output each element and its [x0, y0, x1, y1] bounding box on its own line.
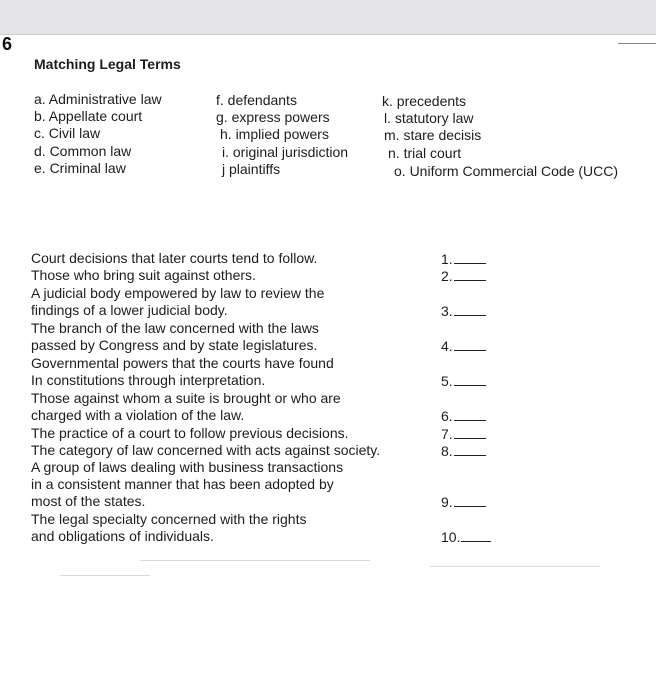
answer-number: 3.: [441, 303, 453, 319]
answer-number: 5.: [441, 373, 453, 389]
question-text: in a consistent manner that has been adopted by: [31, 476, 334, 492]
blank-line[interactable]: [454, 373, 486, 386]
answer-blank-3[interactable]: [441, 303, 486, 320]
answer-number: 7.: [441, 426, 453, 442]
paper-smudge: [140, 560, 370, 561]
blank-line[interactable]: [454, 494, 486, 507]
question-text: The legal specialty concerned with the rights: [31, 511, 307, 527]
question-text: passed by Congress and by state legislatures.: [31, 337, 318, 353]
answer-blank-1[interactable]: [441, 251, 486, 268]
question-text: A group of laws dealing with business transactions: [31, 459, 344, 475]
top-bar: [0, 0, 656, 35]
answer-number: 8.: [441, 443, 453, 459]
answer-blank-6[interactable]: [441, 408, 486, 425]
question-text: The category of law concerned with acts against society.: [31, 442, 381, 458]
question-text: Those who bring suit against others.: [31, 267, 256, 283]
question-text: In constitutions through interpretation.: [31, 372, 266, 388]
blank-line[interactable]: [454, 443, 486, 456]
blank-line[interactable]: [454, 426, 486, 439]
term-a: a. Administrative law: [34, 91, 162, 107]
term-k: k. precedents: [382, 93, 467, 109]
question-text: and obligations of individuals.: [31, 528, 214, 544]
term-l: l. statutory law: [384, 110, 474, 126]
answer-blank-8[interactable]: [441, 443, 486, 460]
answer-number: 4.: [441, 338, 453, 354]
answer-blank-4[interactable]: [441, 338, 486, 355]
term-m: m. stare decisis: [384, 127, 482, 143]
term-d: d. Common law: [34, 143, 132, 159]
question-text: charged with a violation of the law.: [31, 407, 245, 423]
question-text: A judicial body empowered by law to review the: [31, 285, 325, 301]
answer-blank-7[interactable]: [441, 426, 486, 443]
term-g: g. express powers: [216, 109, 330, 125]
blank-line[interactable]: [454, 303, 486, 316]
paper-smudge: [60, 575, 150, 576]
answer-number: 2.: [441, 268, 453, 284]
term-n: n. trial court: [388, 145, 462, 161]
page-number: 6: [2, 34, 13, 54]
question-text: Those against whom a suite is brought or who are: [31, 390, 341, 406]
term-j: j plaintiffs: [222, 161, 281, 177]
term-h: h. implied powers: [220, 126, 329, 142]
question-text: The branch of the law concerned with the laws: [31, 320, 319, 336]
term-b: b. Appellate court: [34, 108, 143, 124]
blank-line[interactable]: [461, 529, 491, 542]
answer-blank-9[interactable]: [441, 494, 486, 511]
answer-number: 6.: [441, 408, 453, 424]
divider-line: [618, 43, 656, 44]
blank-line[interactable]: [454, 338, 486, 351]
answer-number: 1.: [441, 251, 453, 267]
question-text: Court decisions that later courts tend to follow.: [31, 250, 318, 266]
worksheet-title: Matching Legal Terms: [34, 56, 181, 72]
term-c: c. Civil law: [34, 125, 101, 141]
term-o: o. Uniform Commercial Code (UCC): [394, 163, 619, 179]
question-text: Governmental powers that the courts have found: [31, 355, 334, 371]
answer-number: 9.: [441, 494, 453, 510]
question-text: most of the states.: [31, 493, 146, 509]
blank-line[interactable]: [454, 251, 486, 264]
term-f: f. defendants: [216, 92, 297, 108]
term-e: e. Criminal law: [34, 160, 126, 176]
answer-blank-2[interactable]: [441, 268, 486, 285]
term-i: i. original jurisdiction: [222, 144, 349, 160]
blank-line[interactable]: [454, 408, 486, 421]
paper-smudge: [430, 566, 600, 567]
question-text: findings of a lower judicial body.: [31, 302, 228, 318]
answer-blank-10[interactable]: [441, 529, 491, 546]
blank-line[interactable]: [454, 268, 486, 281]
answer-number: 10.: [441, 529, 461, 545]
answer-blank-5[interactable]: [441, 373, 486, 390]
question-text: The practice of a court to follow previous decisions.: [31, 425, 349, 441]
